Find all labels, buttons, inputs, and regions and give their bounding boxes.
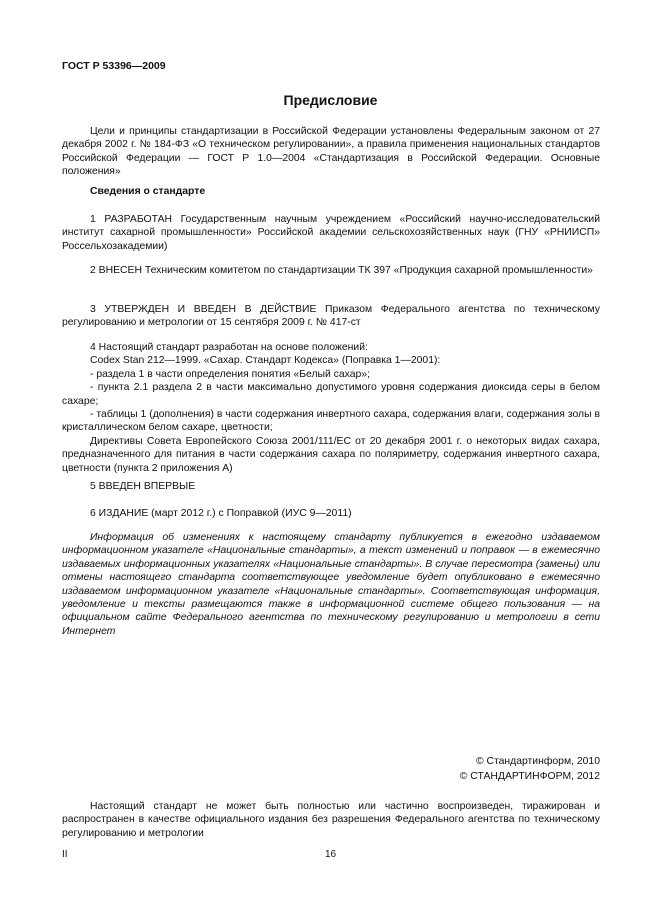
section-subheading: Сведения о стандарте [90, 186, 206, 197]
intro-paragraph: Цели и принципы стандартизации в Российской Федерации установлены Федеральным законом от 27 декабря 2002 г. № 184-ФЗ «О техническом регулировании», а правила применения национальных стандартов Российской Федерации — ГОСТ Р 1.0—2004 «Стандартизация в Российской Федерации. Основные положения» [62, 126, 600, 178]
item-4-line: Codex Stan 212—1999. «Сахар. Стандарт Кодекса» (Поправка 1—2001): [90, 355, 441, 367]
copyright-line-2: © СТАНДАРТИНФОРМ, 2012 [459, 771, 600, 782]
item-5: 5 ВВЕДЕН ВПЕРВЫЕ [90, 481, 196, 492]
item-3: 3 УТВЕРЖДЕН И ВВЕДЕН В ДЕЙСТВИЕ Приказом Федерального агентства по техническому регулированию и метрологии от 15 сентября 2009 г. № 417-ст [62, 304, 600, 329]
page-number: 16 [324, 849, 337, 860]
item-4-line: - таблицы 1 (дополнения) в части содержания инвертного сахара, содержания влаги, содержания золы в кристаллическом белом сахаре, цветности; [62, 409, 600, 434]
item-4-line: Директивы Совета Европейского Союза 2001/111/ЕС от 20 декабря 2001 г. о некоторых видах сахара, предназначенного для питания в части содержания сахара по поляриметру, содержания инвертного сахара, цветности (пункта 2 приложения А) [62, 435, 600, 474]
item-4 [62, 341, 600, 475]
item-4-line: - пункта 2.1 раздела 2 в части максимально допустимого уровня содержания диоксида серы в белом сахаре; [62, 382, 600, 407]
item-4-line: - раздела 1 в части определения понятия «Белый сахар»; [90, 368, 370, 380]
info-notice: Информация об изменениях к настоящему стандарту публикуется в ежегодно издаваемом информационном указателе «Национальные стандарты», а текст изменений и поправок — в ежемесячно издаваемых информационных указателях «Национальные стандарты». В случае пересмотра (замены) или отмены настоящего стандарта соответствующее уведомление будет опубликовано в ежемесячно издаваемом информационном указателе «Национальные стандарты». Соответствующая информация, уведомление и тексты размещаются также в информационной системе общего пользования — на официальном сайте Федерального агентства по техническому регулированию и метрологии в сети Интернет [62, 532, 600, 637]
item-6: 6 ИЗДАНИЕ (март 2012 г.) с Поправкой (ИУС 9—2011) [90, 508, 352, 519]
standard-code: ГОСТ Р 53396—2009 [62, 60, 166, 72]
roman-page-marker: II [62, 849, 68, 860]
page-title: Предисловие [283, 92, 378, 108]
item-1: 1 РАЗРАБОТАН Государственным научным учреждением «Российский научно-исследовательский институт сахарной промышленности» Российской академии сельскохозяйственных наук (ГНУ «РНИИСП» Россельхозакадемии) [62, 214, 600, 252]
copyright-line-1: © Стандартинформ, 2010 [475, 756, 600, 767]
reproduction-notice: Настоящий стандарт не может быть полностью или частично воспроизведен, тиражирован и распространен в качестве официального издания без разрешения Федерального агентства по техническому регулированию и метрологии [62, 801, 600, 839]
item-2: 2 ВНЕСЕН Техническим комитетом по стандартизации ТК 397 «Продукция сахарной промышленности» [90, 265, 593, 276]
item-4-line: 4 Настоящий стандарт разработан на основе положений: [90, 342, 368, 353]
